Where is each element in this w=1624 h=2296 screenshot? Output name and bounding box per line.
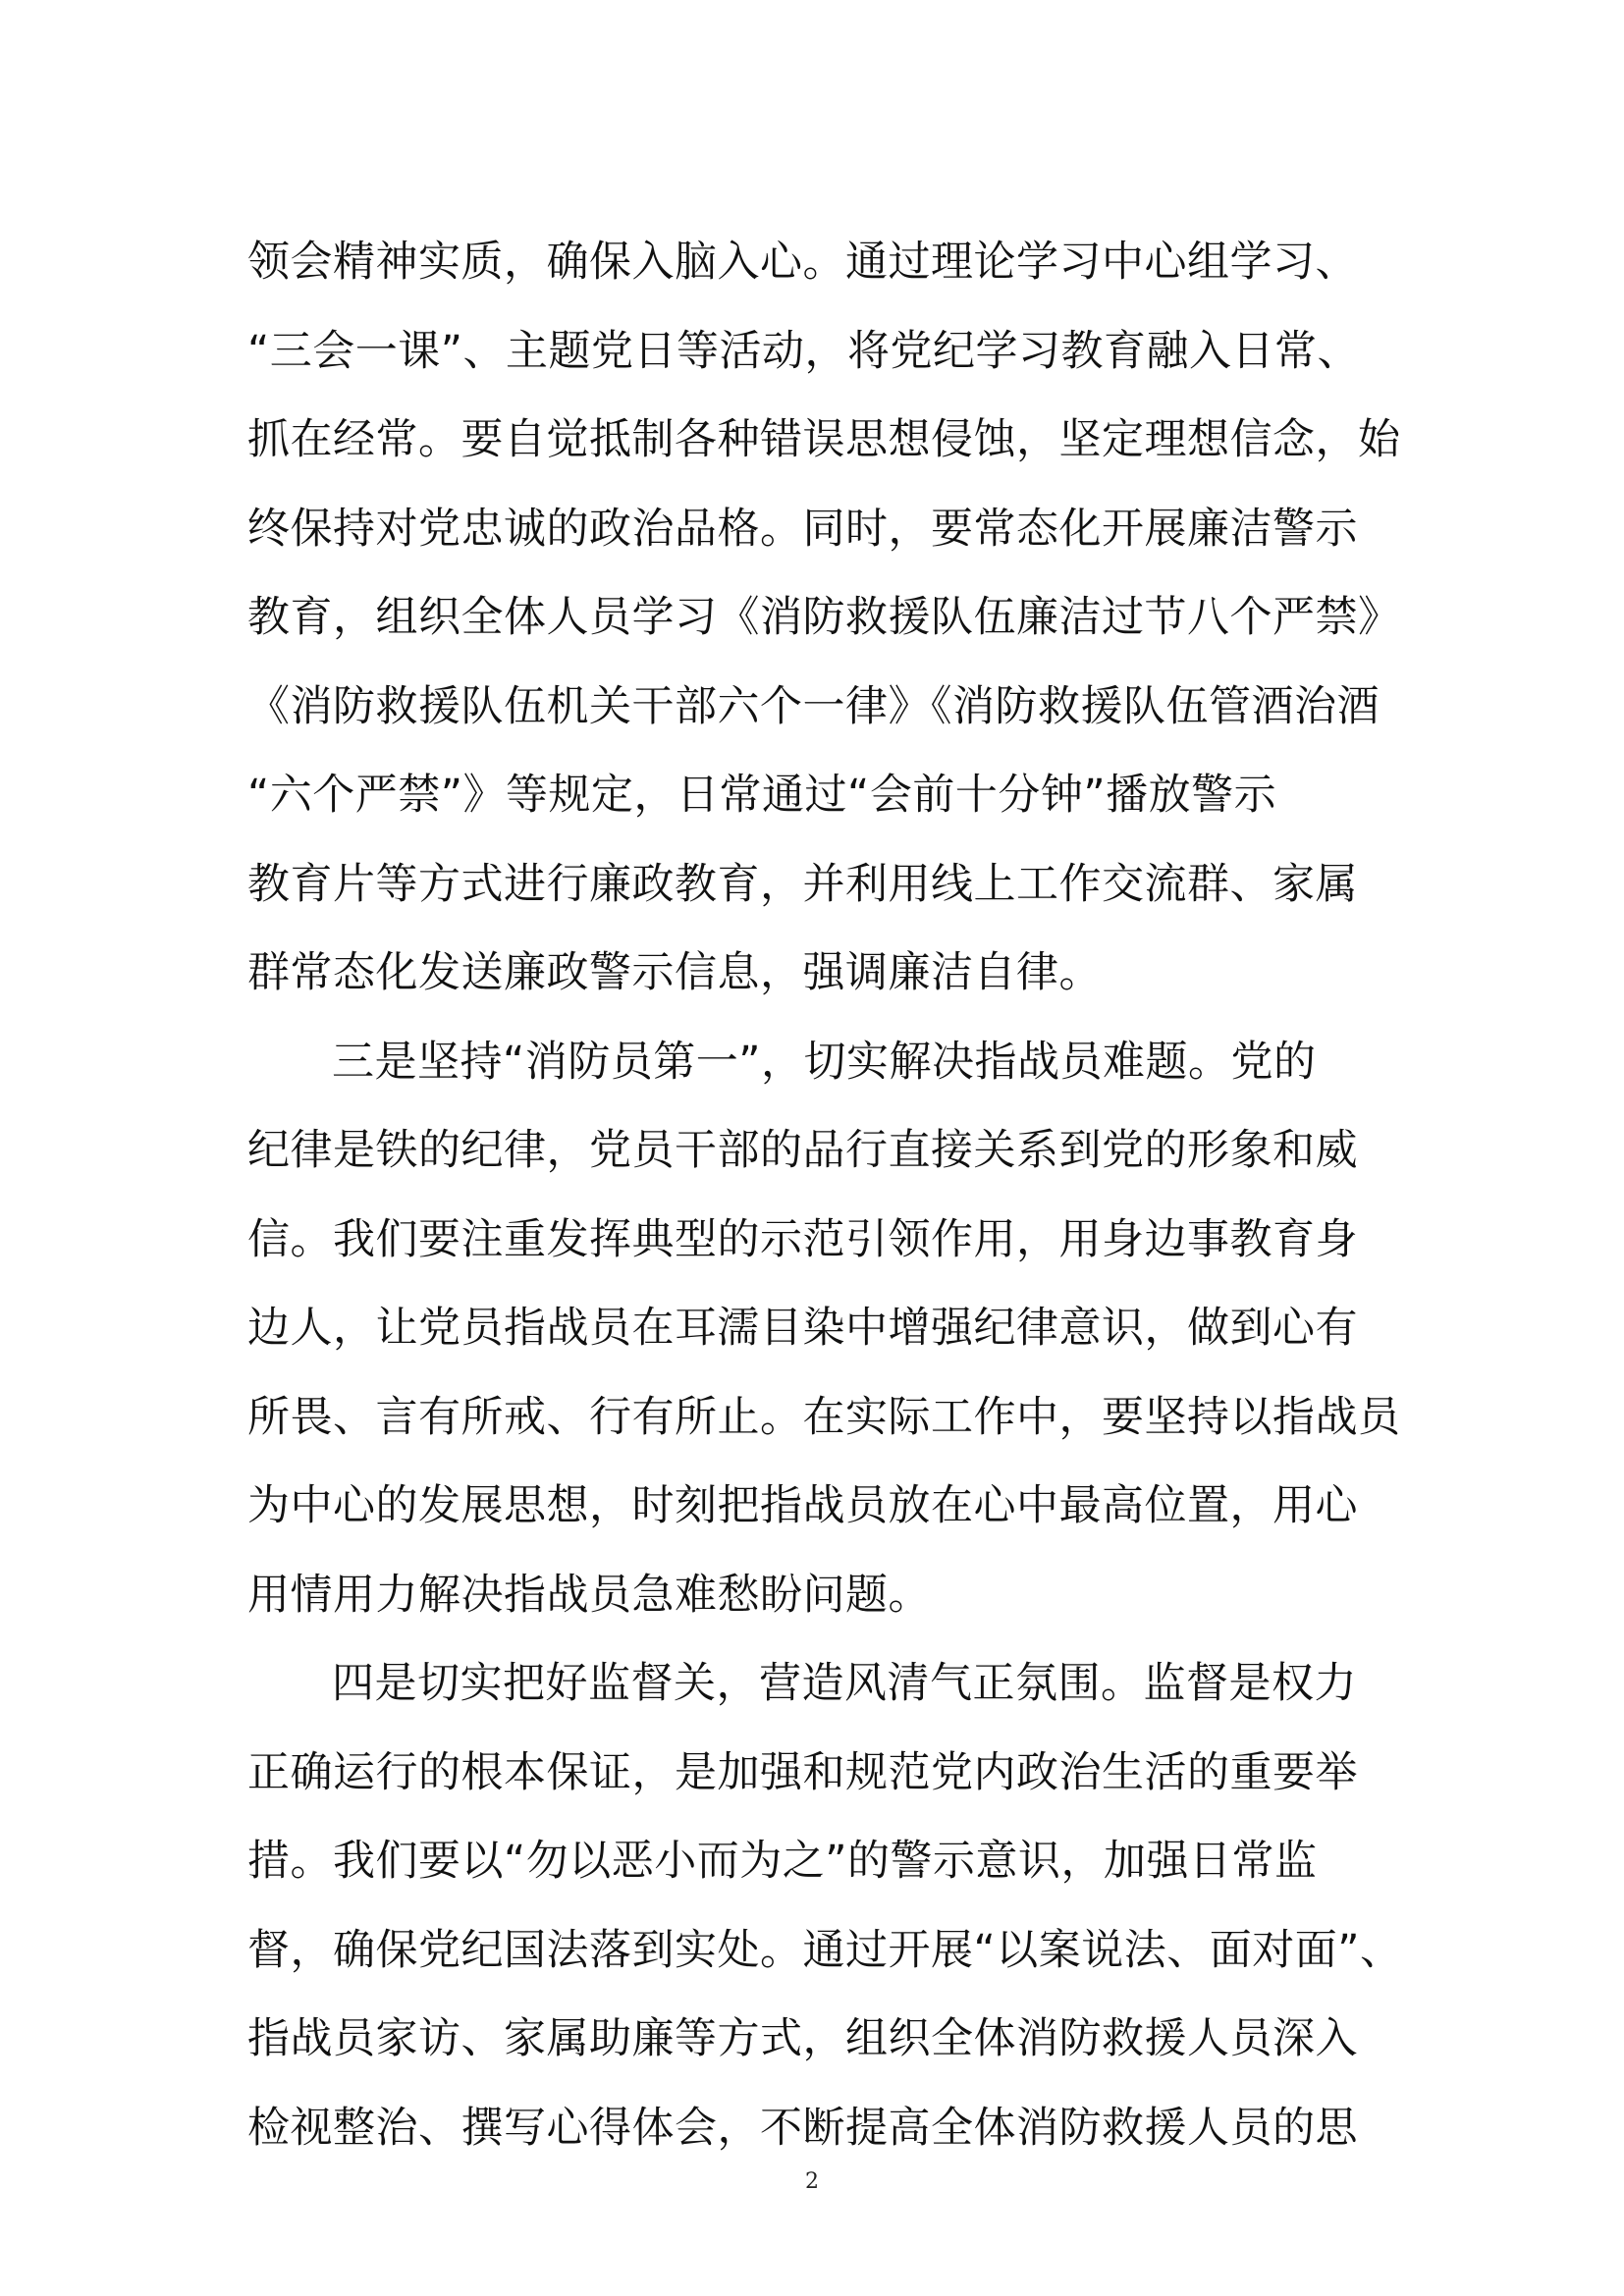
text-line: 用情用力解决指战员急难愁盼问题。 bbox=[247, 1570, 931, 1620]
text-line: 教育，组织全体人员学习《消防救援队伍廉洁过节八个严禁》 bbox=[247, 593, 1401, 642]
text-line: 正确运行的根本保证，是加强和规范党内政治生活的重要举 bbox=[247, 1747, 1358, 1797]
text-line: 抓在经常。要自觉抵制各种错误思想侵蚀，坚定理想信念，始 bbox=[247, 415, 1401, 464]
text-line: 纪律是铁的纪律，党员干部的品行直接关系到党的形象和威 bbox=[247, 1126, 1358, 1175]
body-text bbox=[247, 218, 1406, 2172]
text-line: 群常态化发送廉政警示信息，强调廉洁自律。 bbox=[247, 948, 1102, 997]
text-line: 所畏、言有所戒、行有所止。在实际工作中，要坚持以指战员 bbox=[247, 1392, 1401, 1442]
text-line: “六个严禁”》等规定，日常通过“会前十分钟”播放警示 bbox=[247, 771, 1277, 820]
text-line: 三是坚持“消防员第一”，切实解决指战员难题。党的 bbox=[332, 1037, 1317, 1087]
text-line: “三会一课”、主题党日等活动，将党纪学习教育融入日常、 bbox=[247, 326, 1361, 376]
text-line: 《消防救援队伍机关干部六个一律》《消防救援队伍管酒治酒 bbox=[247, 681, 1380, 731]
text-line: 四是切实把好监督关，营造风清气正氛围。监督是权力 bbox=[332, 1659, 1357, 1708]
page-number: 2 bbox=[805, 2169, 819, 2194]
text-line: 边人，让党员指战员在耳濡目染中增强纪律意识，做到心有 bbox=[247, 1304, 1358, 1353]
text-line: 终保持对党忠诚的政治品格。同时，要常态化开展廉洁警示 bbox=[247, 504, 1358, 554]
text-line: 检视整治、撰写心得体会，不断提高全体消防救援人员的思 bbox=[247, 2103, 1358, 2153]
text-line: 督，确保党纪国法落到实处。通过开展“以案说法、面对面”、 bbox=[247, 1925, 1403, 1975]
text-line: 为中心的发展思想，时刻把指战员放在心中最高位置，用心 bbox=[247, 1481, 1358, 1530]
text-line: 信。我们要注重发挥典型的示范引领作用，用身边事教育身 bbox=[247, 1214, 1358, 1264]
text-line: 指战员家访、家属助廉等方式，组织全体消防救援人员深入 bbox=[247, 2014, 1358, 2063]
text-line: 措。我们要以“勿以恶小而为之”的警示意识，加强日常监 bbox=[247, 1837, 1318, 1886]
text-line: 教育片等方式进行廉政教育，并利用线上工作交流群、家属 bbox=[247, 859, 1358, 909]
text-line: 领会精神实质，确保入脑入心。通过理论学习中心组学习、 bbox=[247, 238, 1358, 287]
